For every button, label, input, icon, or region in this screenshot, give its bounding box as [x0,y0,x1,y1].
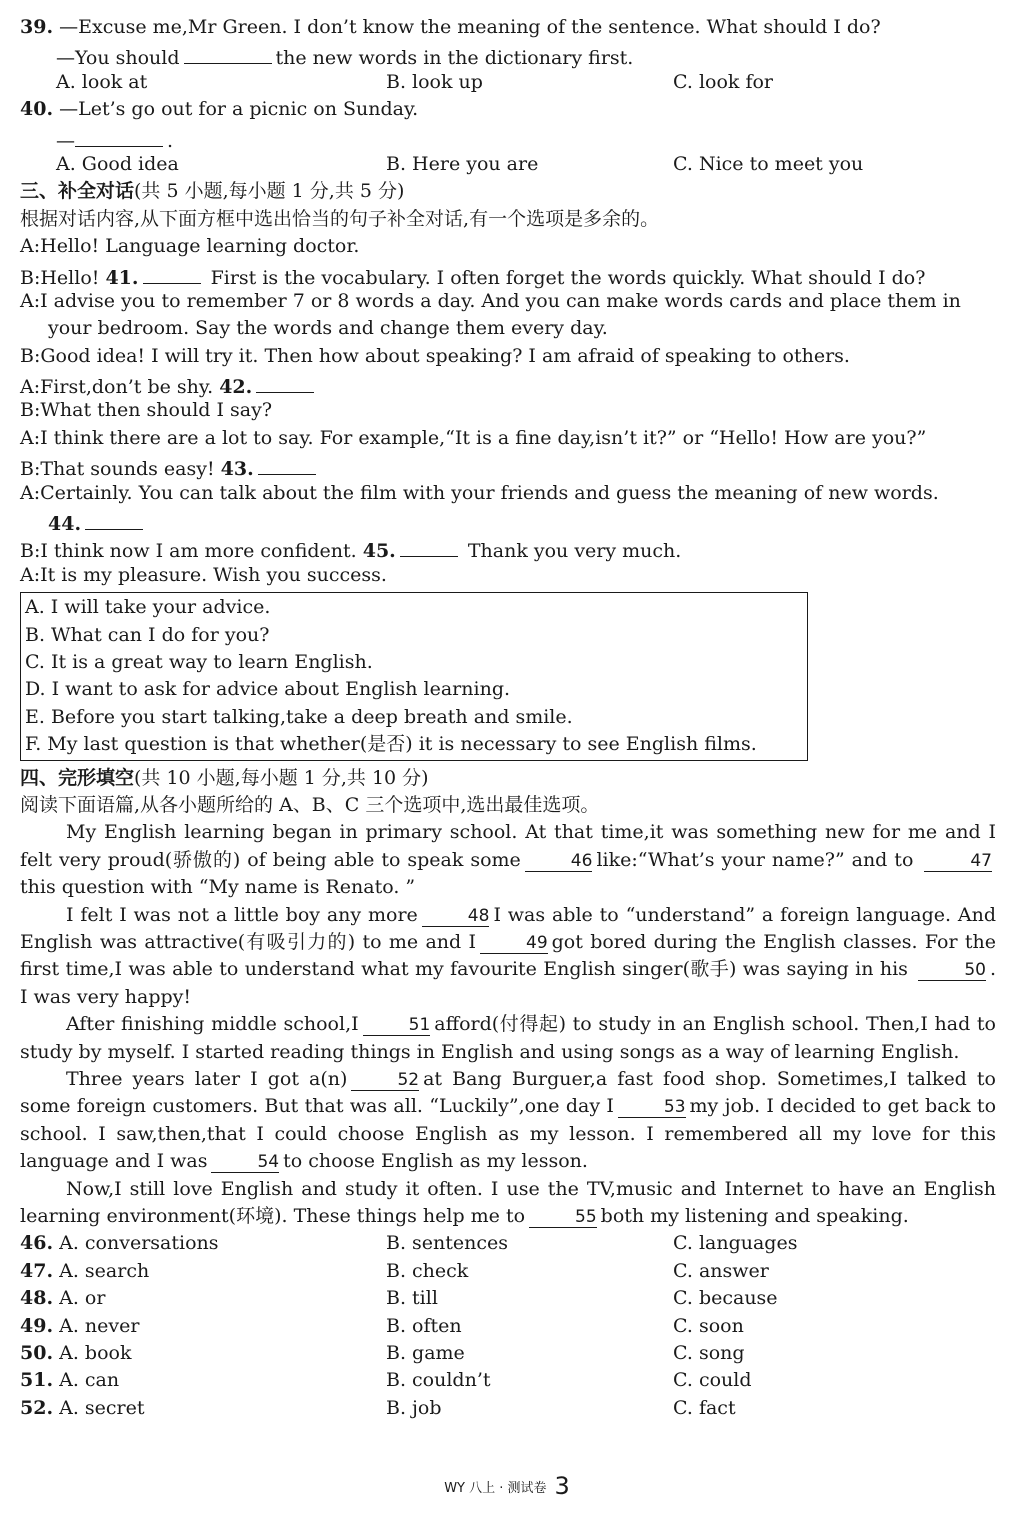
dialog-line: A:Hello! Language learning doctor. [20,235,360,258]
option-b[interactable]: B. sentences [386,1232,509,1255]
answer-blank[interactable] [184,41,272,64]
option-b[interactable]: B. look up [386,70,483,93]
question-text: —Let’s go out for a picnic on Sunday. [59,98,419,121]
option-a[interactable]: A. look at [56,70,148,93]
question-number: 39. [20,16,54,38]
option-c[interactable]: C. answer [673,1259,769,1282]
dialog-line: A:First,don’t be shy. 42. [20,370,996,397]
option-b[interactable]: B. Here you are [386,152,539,175]
answer-blank-41[interactable] [143,261,201,284]
dialog-line: B:I think now I am more confident. 45. Thank you very much. [20,534,996,561]
dialog-line: A:I think there are a lot to say. For example,“It is a fine day,isn’t it?” or “Hello! How are you?” [20,426,927,449]
passage-paragraph-4: Three years later I got a(n) 52 at Bang Burguer,a fast food shop. Sometimes,I talked to some foreign customers. But that was all. “Luckily”,one day I 53 my job. I decided to get back to school. I saw,then,that I could choose English as my lesson. I remembered all my love for this language and I was 54 to choose English as my lesson. [20,1067,997,1173]
choice-row: 46. A. conversations B. sentences C. languages [20,1230,996,1257]
dialog-line: B:That sounds easy! 43. [20,452,996,479]
option-a[interactable]: A. conversations [59,1232,219,1255]
option-b[interactable]: B. couldn’t [386,1369,491,1392]
option-c[interactable]: C. look for [673,70,774,93]
question-40-options [20,151,996,178]
dialog-line: 44. [20,507,996,534]
question-40 [20,96,996,123]
option-c[interactable]: C. Nice to meet you [673,152,864,175]
section-3-instructions: 根据对话内容,从下面方框中选出恰当的句子补全对话,有一个选项是多余的。 [20,207,660,230]
blank-46[interactable]: 46 [525,849,593,872]
options-box [20,592,808,760]
dialog-line: your bedroom. Say the words and change them every day. [48,317,608,340]
choice-row: 51. A. can B. couldn’t C. could [20,1367,996,1394]
option-a[interactable]: A. never [59,1314,140,1337]
answer-blank-44[interactable] [85,507,143,530]
choice-row: 48. A. or B. till C. because [20,1285,996,1312]
dialog-line: B:Hello! 41. First is the vocabulary. I often forget the words quickly. What should I do? [20,261,996,288]
blank-48[interactable]: 48 [422,904,490,927]
footer-label: WY 八上 · 测试卷 [444,1481,547,1496]
answer-blank-43[interactable] [258,452,316,475]
choice-row: 49. A. never B. often C. soon [20,1313,996,1340]
blank-54[interactable]: 54 [211,1150,279,1173]
question-39-response: —You should the new words in the dictionary first. [20,41,996,68]
answer-blank[interactable] [75,124,163,147]
option-c[interactable]: C. could [673,1369,752,1392]
answer-blank-45[interactable] [400,534,458,557]
option-c[interactable]: C. soon [673,1314,744,1337]
option-c[interactable]: C. because [673,1287,778,1310]
choice-row: 52. A. secret B. job C. fact [20,1395,996,1422]
blank-52[interactable]: 52 [351,1068,419,1091]
answer-blank-42[interactable] [256,370,314,393]
blank-53[interactable]: 53 [618,1095,686,1118]
option-a[interactable]: A. secret [59,1396,145,1419]
dialog-line: A:It is my pleasure. Wish you success. [20,563,387,586]
question-40-response: — . [20,124,996,151]
box-option-f: F. My last question is that whether(是否) it is necessary to see English films. [25,733,757,756]
option-b[interactable]: B. game [386,1341,465,1364]
blank-55[interactable]: 55 [529,1205,597,1228]
page-footer [0,1472,1014,1500]
dialog-line: A:I advise you to remember 7 or 8 words a day. And you can make words cards and place them in [20,289,961,312]
section-3-heading: 三、补全对话(共 5 小题,每小题 1 分,共 5 分) [20,180,405,203]
box-option-c: C. It is a great way to learn English. [25,650,373,673]
section-4-instructions: 阅读下面语篇,从各小题所给的 A、B、C 三个选项中,选出最佳选项。 [20,793,600,816]
passage-paragraph-5: Now,I still love English and study it often. I use the TV,music and Internet to have an English learning environment(环境). These things help me to 55 both my listening and speaking. [20,1177,996,1228]
question-39 [20,14,996,41]
blank-47[interactable]: 47 [924,849,992,872]
passage-paragraph-1: My English learning began in primary school. At that time,it was something new for me and I felt very proud(骄傲的) of being able to speak some 46 like:“What’s your name?” and to 47this question with “My name is Renato. ” [20,821,996,899]
box-option-e: E. Before you start talking,take a deep breath and smile. [25,705,573,728]
question-number: 40. [20,98,54,121]
option-a[interactable]: A. search [59,1259,150,1282]
section-4-heading: 四、完形填空(共 10 小题,每小题 1 分,共 10 分) [20,766,429,789]
option-a[interactable]: A. Good idea [56,152,179,175]
option-b[interactable]: B. check [386,1259,469,1282]
option-b[interactable]: B. often [386,1314,462,1337]
option-a[interactable]: A. book [59,1341,132,1364]
blank-51[interactable]: 51 [363,1013,431,1036]
box-option-d: D. I want to ask for advice about English learning. [25,678,511,701]
passage-paragraph-2: I felt I was not a little boy any more 48 I was able to “understand” a foreign language. And English was attractive(有吸引力的) to me and I 49 got bored during the English classes. For the first time,I was able to understand what my favourite English singer(歌手) was saying in his 50 . I was very happy! [20,903,997,1008]
dialog-line: A:Certainly. You can talk about the film with your friends and guess the meaning of new words. [20,481,939,504]
option-c[interactable]: C. languages [673,1232,798,1255]
passage-paragraph-3: After finishing middle school,I 51 afford(付得起) to study in an English school. Then,I had to study by myself. I started reading things in English and using songs as a way of learning English. [20,1013,996,1063]
option-c[interactable]: C. song [673,1341,745,1364]
option-b[interactable]: B. job [386,1396,442,1419]
question-39-options [20,69,996,96]
dialog-line: B:Good idea! I will try it. Then how about speaking? I am afraid of speaking to others. [20,344,850,367]
blank-49[interactable]: 49 [480,931,548,954]
box-option-a: A. I will take your advice. [25,596,271,619]
choice-row: 50. A. book B. game C. song [20,1340,996,1367]
option-b[interactable]: B. till [386,1287,438,1310]
option-c[interactable]: C. fact [673,1396,736,1419]
question-text: —Excuse me,Mr Green. I don’t know the meaning of the sentence. What should I do? [59,16,881,38]
dialog-line: B:What then should I say? [20,399,273,422]
option-a[interactable]: A. or [59,1287,106,1310]
box-option-b: B. What can I do for you? [25,623,270,646]
choice-row: 47. A. search B. check C. answer [20,1258,996,1285]
option-a[interactable]: A. can [59,1369,120,1392]
exam-page [20,14,996,1422]
page-number: 3 [554,1472,570,1500]
blank-50[interactable]: 50 [918,958,986,981]
